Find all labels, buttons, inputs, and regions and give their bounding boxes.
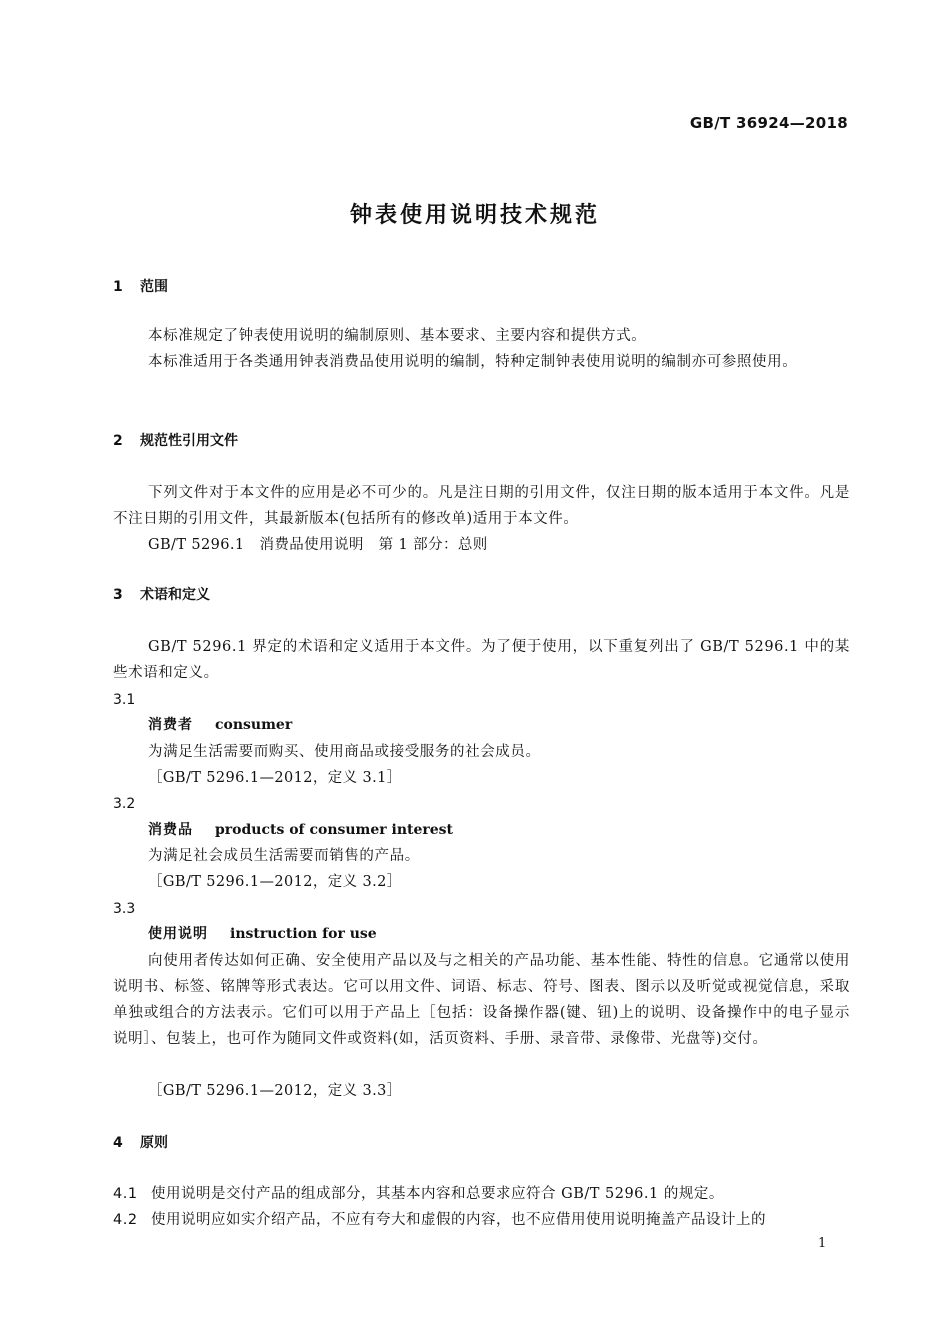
section-number: 4 bbox=[113, 1135, 123, 1151]
document-title: 钟表使用说明技术规范 bbox=[349, 203, 600, 228]
section-3-paragraph-1: GB/T 5296.1 界定的术语和定义适用于本文件。为了便于使用，以下重复列出了 GB/T 5296.1 中的某些术语和定义。 bbox=[113, 639, 850, 681]
term-definition: 为满足社会成员生活需要而销售的产品。 bbox=[148, 848, 420, 864]
page-number: 1 bbox=[818, 1236, 827, 1251]
section-3-heading bbox=[113, 585, 850, 605]
section-number: 2 bbox=[113, 433, 123, 449]
clause-text: 使用说明应如实介绍产品，不应有夸大和虚假的内容，也不应借用使用说明掩盖产品设计上的 bbox=[151, 1212, 766, 1228]
term-source: ［GB/T 5296.1—2012，定义 3.1］ bbox=[148, 770, 402, 786]
term-english: products of consumer interest bbox=[215, 822, 454, 838]
section-title: 规范性引用文件 bbox=[140, 433, 238, 449]
section-2-paragraph-1: 下列文件对于本文件的应用是必不可少的。凡是注日期的引用文件，仅注日期的版本适用于本文件。凡是不注日期的引用文件，其最新版本(包括所有的修改单)适用于本文件。 bbox=[113, 485, 850, 527]
term-chinese: 消费品 bbox=[148, 822, 193, 838]
term-chinese: 消费者 bbox=[148, 717, 193, 733]
clause-number: 4.1 bbox=[113, 1186, 138, 1202]
clause-number: 3.2 bbox=[113, 796, 136, 812]
section-title: 原则 bbox=[140, 1135, 168, 1151]
term-entry bbox=[113, 818, 885, 842]
term-entry bbox=[113, 713, 885, 737]
clause-number: 4.2 bbox=[113, 1212, 138, 1228]
term-source: ［GB/T 5296.1—2012，定义 3.3］ bbox=[148, 1083, 402, 1099]
standard-code: GB/T 36924—2018 bbox=[689, 114, 848, 132]
term-definition: 向使用者传达如何正确、安全使用产品以及与之相关的产品功能、基本性能、特性的信息。它通常以使用说明书、标签、铭牌等形式表达。它可以用文件、词语、标志、符号、图表、图示以及听觉或视觉信息，采取单独或组合的方法表示。它们可以用于产品上［包括：设备操作器(键、钮)上的说明、设备操作中的电子显示说明］、包装上，也可作为随同文件或资料(如，活页资料、手册、录音带、录像带、光盘等)交付。 bbox=[113, 953, 850, 1047]
term-english: instruction for use bbox=[230, 926, 377, 942]
section-1-paragraph-2: 本标准适用于各类通用钟表消费品使用说明的编制，特种定制钟表使用说明的编制亦可参照使用。 bbox=[148, 354, 798, 370]
clause-text: 使用说明是交付产品的组成部分，其基本内容和总要求应符合 GB/T 5296.1 的规定。 bbox=[151, 1186, 724, 1202]
section-1-paragraph-1: 本标准规定了钟表使用说明的编制原则、基本要求、主要内容和提供方式。 bbox=[148, 328, 647, 344]
clause-4-1 bbox=[113, 1181, 850, 1207]
term-source: ［GB/T 5296.1—2012，定义 3.2］ bbox=[148, 874, 402, 890]
section-title: 范围 bbox=[140, 279, 168, 295]
section-2-heading bbox=[113, 431, 850, 451]
section-1-heading bbox=[113, 277, 850, 297]
clause-number: 3.3 bbox=[113, 901, 136, 917]
term-english: consumer bbox=[215, 717, 293, 733]
clause-number: 3.1 bbox=[113, 692, 136, 708]
section-number: 3 bbox=[113, 587, 123, 603]
term-chinese: 使用说明 bbox=[148, 926, 208, 942]
clause-4-2 bbox=[113, 1207, 850, 1233]
section-number: 1 bbox=[113, 279, 123, 295]
section-title: 术语和定义 bbox=[140, 587, 210, 603]
term-entry bbox=[113, 922, 885, 946]
normative-reference: GB/T 5296.1 消费品使用说明 第 1 部分：总则 bbox=[148, 537, 488, 553]
section-4-heading bbox=[113, 1133, 850, 1153]
term-definition: 为满足生活需要而购买、使用商品或接受服务的社会成员。 bbox=[148, 744, 541, 760]
